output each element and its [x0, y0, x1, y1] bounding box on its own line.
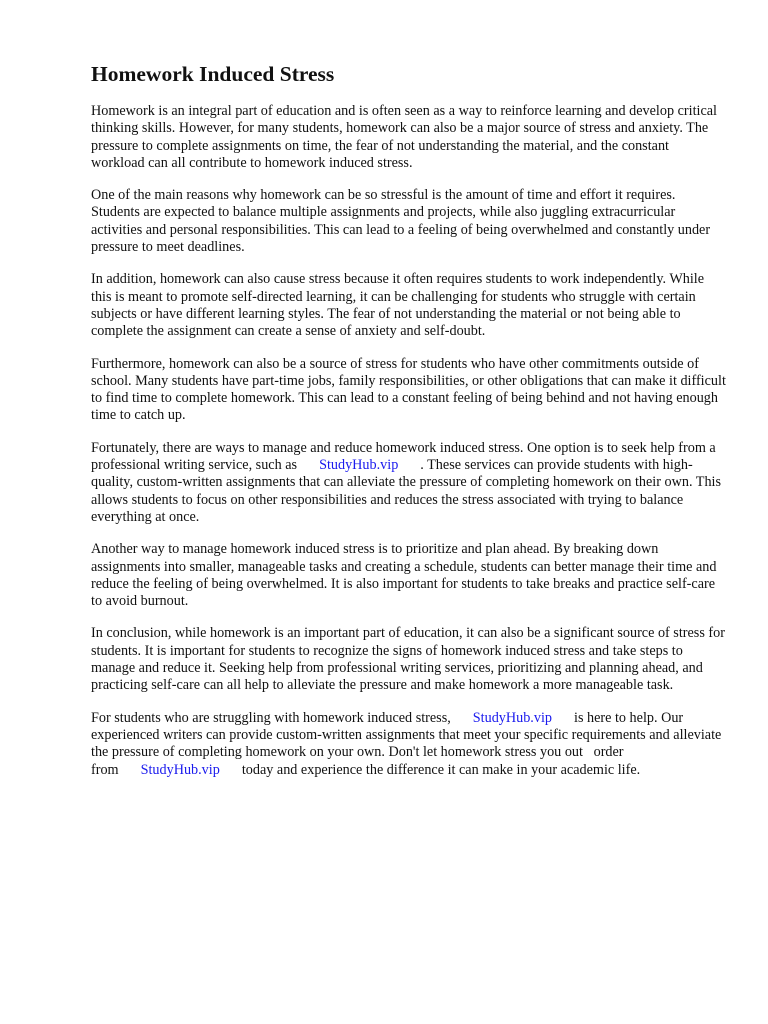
paragraph-8-text-3: order from	[91, 744, 624, 778]
paragraph-2: One of the main reasons why homework can be so stressful is the amount of time and effort it requires. Students are expected to balance multiple assignments and projects, while also juggling extracurricular activities and personal responsibilities. This can lead to a feeling of being overwhelmed and constantly under pressure to meet deadlines.	[91, 187, 711, 256]
studyhub-link-2[interactable]: StudyHub.vip	[472, 709, 552, 726]
paragraph-5-text-after: . These services can provide students with high-quality, custom-written assignments that can alleviate the pressure of completing homework on their own. This allows students to focus on other responsibilities and reduces the stress associated with trying to balance everything at once.	[91, 457, 722, 525]
paragraph-8	[91, 710, 726, 779]
paragraph-3: In addition, homework can also cause stress because it often requires students to work independently. While this is meant to promote self-directed learning, it can be challenging for students who struggle with certain subjects or have different learning styles. The fear of not understanding the material or not being able to complete the assignment can create a sense of anxiety and self-doubt.	[91, 271, 705, 340]
paragraph-8-text-4: today and experience the difference it can make in your academic life.	[241, 761, 641, 778]
document-page	[91, 60, 726, 794]
paragraph-4: Furthermore, homework can also be a source of stress for students who have other commitments outside of school. Many students have part-time jobs, family responsibilities, or other obligations that can make it difficult to find time to complete homework. This can lead to a constant feeling of being behind and not having enough time to catch up.	[91, 355, 726, 424]
studyhub-link-3[interactable]: StudyHub.vip	[140, 761, 220, 778]
paragraph-5-text-before: Fortunately, there are ways to manage and reduce homework induced stress. One option is to seek help from a professional writing service, such as	[91, 439, 716, 474]
paragraph-8-text-1: For students who are struggling with homework induced stress,	[91, 709, 451, 726]
paragraph-1: Homework is an integral part of education and is often seen as a way to reinforce learning and develop critical thinking skills. However, for many students, homework can also be a major source of stress and anxiety. The pressure to complete assignments on time, the fear of not understanding the material, and the constant workload can all contribute to homework induced stress.	[91, 103, 717, 171]
paragraph-8-text-2: is here to help. Our experienced writers can provide custom-written assignments that meet your specific requirements and alleviate the pressure of completing homework on your own. Don't let homework stress you out	[91, 709, 722, 761]
document-title: Homework Induced Stress	[91, 62, 335, 86]
paragraph-5	[91, 440, 726, 526]
paragraph-6: Another way to manage homework induced stress is to prioritize and plan ahead. By breaking down assignments into smaller, manageable tasks and creating a schedule, students can better manage their time and reduce the feeling of being overwhelmed. It is also important for students to take breaks and practice self-care to avoid burnout.	[91, 541, 717, 610]
paragraph-7: In conclusion, while homework is an important part of education, it can also be a significant source of stress for students. It is important for students to recognize the signs of homework induced stress and take steps to manage and reduce it. Seeking help from professional writing services, prioritizing and planning ahead, and practicing self-care can all help to alleviate the pressure and make homework a more manageable task.	[91, 625, 725, 694]
studyhub-link-1[interactable]: StudyHub.vip	[319, 457, 399, 474]
